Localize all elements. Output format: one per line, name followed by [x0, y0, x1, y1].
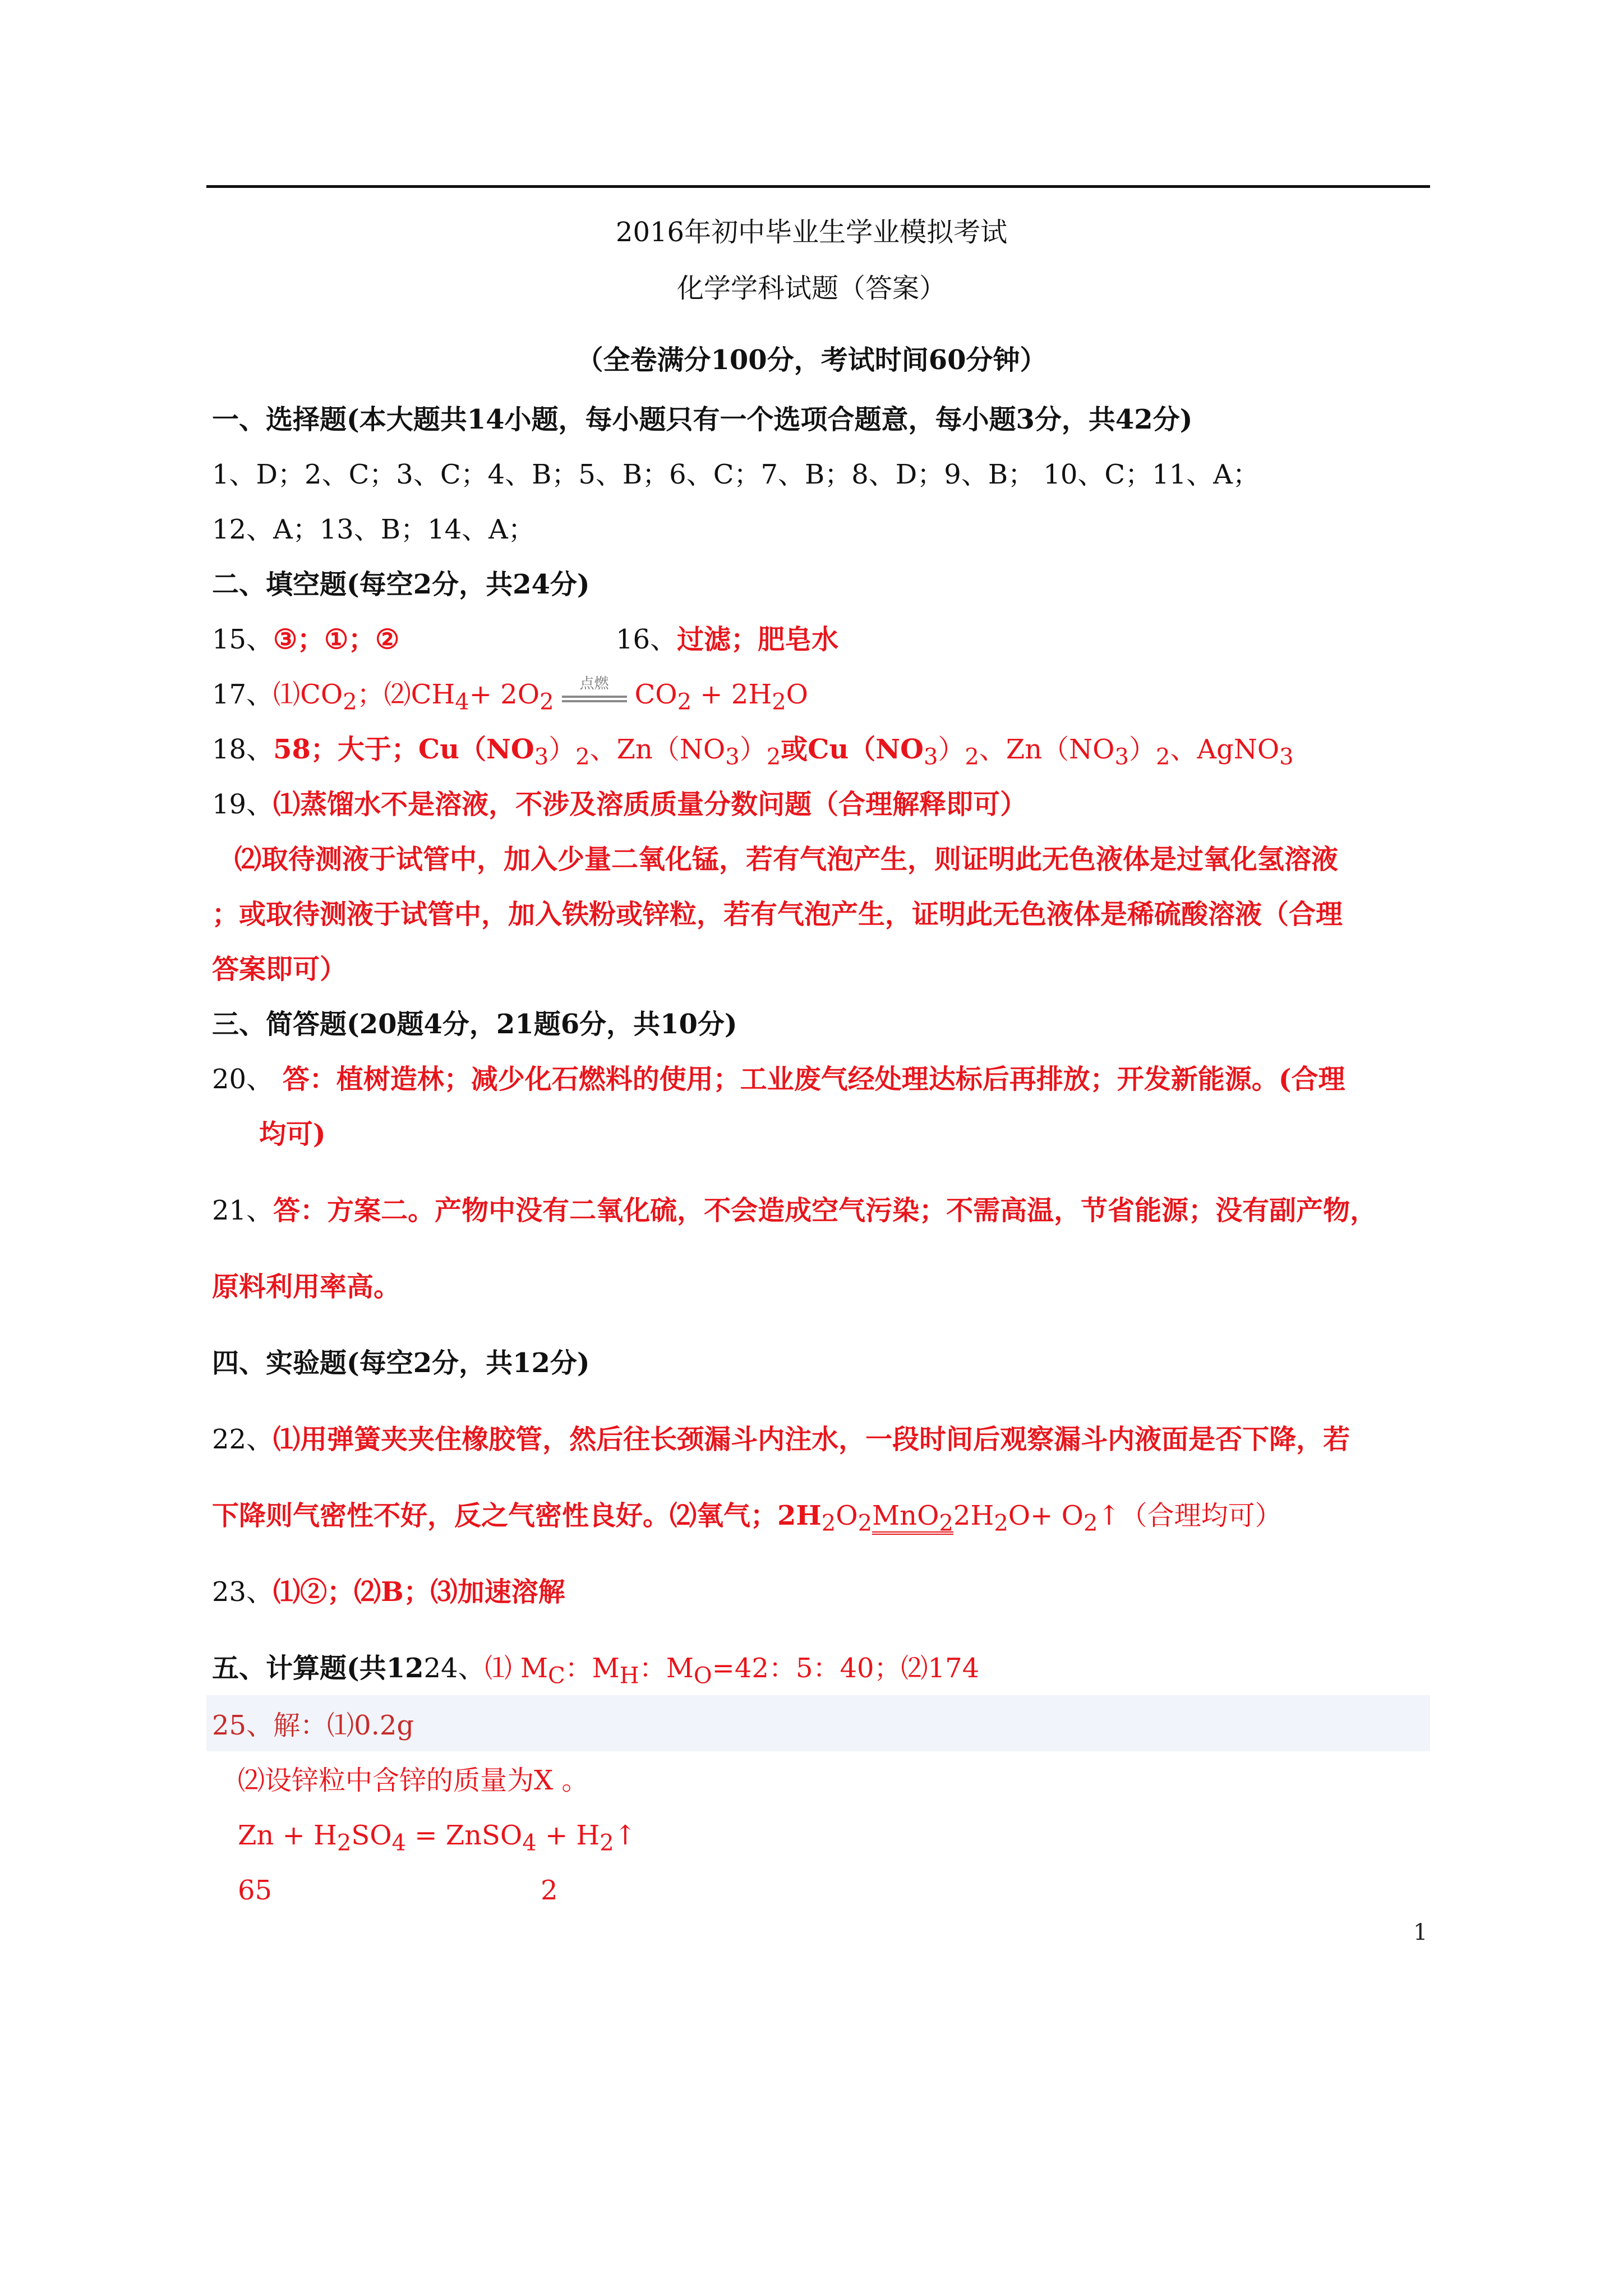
- q16-number: 16、: [616, 624, 677, 655]
- q25-number: 25、: [212, 1710, 274, 1741]
- q21-answer-2: 原料利用率高。: [212, 1271, 401, 1303]
- s1-answers-line-2: 12、A；13、B；14、A；: [212, 514, 535, 545]
- q15-answer: ③；①；②: [273, 624, 400, 655]
- q17-number: 17、: [212, 679, 274, 710]
- section-3-heading: 三、简答题(20题4分，21题6分，共10分): [212, 1009, 737, 1040]
- q19-line-1: [212, 788, 1027, 821]
- exam-subtitle: 化学学科试题（答案）: [676, 273, 946, 304]
- q19-answer-2: ⑵取待测液于试管中，加入少量二氧化锰，若有气泡产生，则证明此无色液体是过氧化氢溶液: [234, 844, 1339, 875]
- q25-line-1: [212, 1709, 414, 1742]
- q24-number: 24、: [423, 1653, 485, 1684]
- q23-answer: ⑴②；⑵B；⑶加速溶解: [273, 1576, 565, 1608]
- q24-answer: ⑴ $M_C$：$M_H$：$M_O=42$：5：40；⑵174: [485, 1653, 980, 1689]
- section-2-heading: 二、填空题(每空2分，共24分): [212, 569, 590, 600]
- q22-answer-1: ⑴用弹簧夹夹住橡胶管，然后往长颈漏斗内注水，一段时间后观察漏斗内液面是否下降，若: [273, 1424, 1350, 1455]
- q18-line: [212, 733, 1294, 774]
- q15-number: 15、: [212, 624, 274, 655]
- section-1-heading: 一、选择题(本大题共14小题，每小题只有一个选项合题意，每小题3分，共42分): [212, 404, 1193, 435]
- q25-equation: $Zn + H_2SO_4$ = ZnSO$_4$ + $H_2↑$: [238, 1820, 637, 1856]
- q21-line-1: [212, 1194, 1377, 1227]
- s1-answers-line-1: 1、D；2、C；3、C；4、B；5、B；6、C；7、B；8、D；9、B； 10、C；11、A；: [212, 459, 1260, 490]
- q21-number: 21、: [212, 1195, 274, 1226]
- q16-answer: 过滤；肥皂水: [677, 624, 839, 655]
- q18-answer: 58；大于；$Cu(NO_3)_2$、$Zn(NO_3)_2$或$Cu(NO_3)_2$、$Zn(NO_3)_2$、AgNO$_3$: [273, 734, 1294, 770]
- page-number: 1: [1413, 1920, 1428, 1945]
- q21-answer-1: 答：方案二。产物中没有二氧化硫，不会造成空气污染；不需高温，节省能源；没有副产物，: [273, 1195, 1377, 1226]
- q20-line-1: [212, 1062, 1345, 1096]
- q18-number: 18、: [212, 734, 274, 765]
- q19-number: 19、: [212, 789, 274, 820]
- q22-answer-2: 下降则气密性不好，反之气密性良好。⑵氧气；$2H_2O_2MnO_22H_2O+$ $O_2↑$（合理均可）: [212, 1500, 1282, 1536]
- reaction-condition-text: 点燃: [579, 675, 609, 692]
- q23-line: [212, 1575, 565, 1609]
- q25-answer-1: 解：⑴0.2g: [273, 1710, 414, 1741]
- exam-title: 2016年初中毕业生学业模拟考试: [615, 217, 1008, 248]
- q22-line-1: [212, 1423, 1350, 1456]
- reaction-condition-mark: [562, 675, 627, 707]
- section-5-line: [212, 1651, 979, 1693]
- q20-number: 20、: [212, 1064, 274, 1095]
- exam-note: （全卷满分100分，考试时间60分钟）: [576, 344, 1047, 376]
- q15-line: [212, 623, 399, 656]
- q25-mass-zn: 65: [238, 1875, 273, 1906]
- q19-answer-3: ；或取待测液于试管中，加入铁粉或锌粒，若有气泡产生，证明此无色液体是稀硫酸溶液（合理: [212, 899, 1343, 930]
- q25-mass-h2: 2: [541, 1875, 558, 1906]
- q20-answer-2: 均可): [259, 1119, 326, 1150]
- section-5-heading: 五、计算题(共12: [212, 1653, 424, 1684]
- q23-number: 23、: [212, 1576, 274, 1608]
- q19-answer-4: 答案即可）: [212, 954, 347, 985]
- q16-line: [616, 623, 838, 656]
- q17-answer: $⑴CO_2$；$⑵CH_4+ 2O_2$ 点燃 $CO_2 + 2H_2O$: [273, 675, 808, 715]
- q22-number: 22、: [212, 1424, 274, 1455]
- section-4-heading: 四、实验题(每空2分，共12分): [212, 1347, 590, 1379]
- catalyst-label: MnO$_2$: [872, 1500, 953, 1536]
- header-rule: [206, 185, 1430, 188]
- q19-answer-1: ⑴蒸馏水不是溶液，不涉及溶质质量分数问题（合理解释即可）: [273, 789, 1027, 820]
- q25-answer-2: ⑵设锌粒中含锌的质量为X 。: [238, 1765, 589, 1796]
- q20-answer-1: 答：植树造林；减少化石燃料的使用；工业废气经处理达标后再排放；开发新能源。(合理: [273, 1064, 1345, 1095]
- q17-line: [212, 675, 808, 719]
